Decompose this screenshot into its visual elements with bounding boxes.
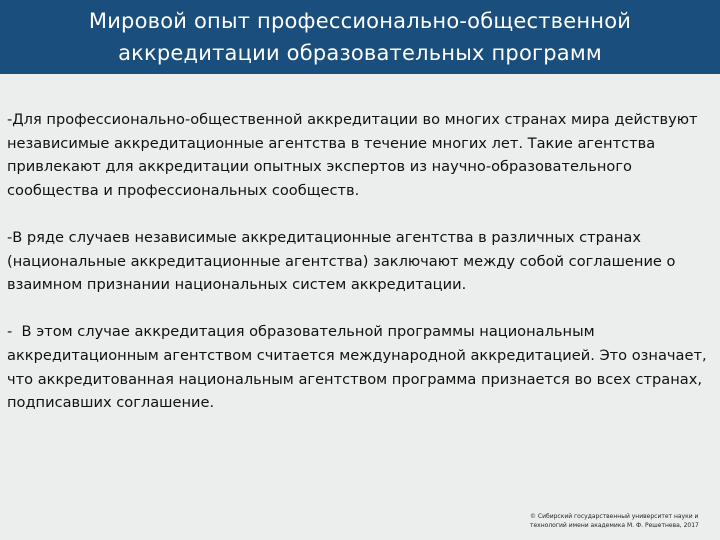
copyright-line-1: © Сибирский государственный университет науки и <box>530 513 699 520</box>
slide-header <box>0 0 720 74</box>
copyright-line-2: технологий имени академика М. Ф. Решетнева, 2017 <box>530 522 699 529</box>
slide-body <box>7 108 713 438</box>
slide-title-line-1: Мировой опыт профессионально-общественной <box>88 9 632 33</box>
slide-title-line-2: аккредитации образовательных программ <box>118 41 602 65</box>
paragraph-independent-agencies: -Для профессионально-общественной аккредитации во многих странах мира действуют независимые аккредитационные агентства в течение многих лет. Такие агентства привлекают для аккредитации опытных экспертов из научно-образовательного сообщества и профессиональных сообществ. <box>7 111 703 199</box>
copyright-footer <box>530 512 710 530</box>
slide-title <box>89 5 631 69</box>
paragraph-international-accreditation: - В этом случае аккредитация образовательной программы национальным аккредитационным агентством считается международной аккредитацией. Это означает, что аккредитованная национальным агентством программа признается во всех странах, подписавших соглашение. <box>7 323 712 412</box>
paragraph-mutual-recognition: -В ряде случаев независимые аккредитационные агентства в различных странах (национальные аккредитационные агентства) заключают между собой соглашение о взаимном признании национальных систем аккредитации. <box>7 228 681 294</box>
